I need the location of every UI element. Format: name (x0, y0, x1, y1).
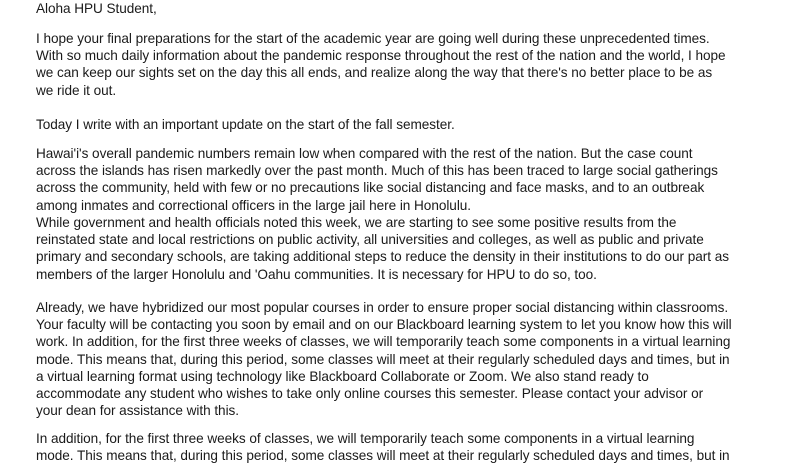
paragraph-line: among inmates and correctional officers in the large jail here in Honolulu. (36, 197, 472, 213)
paragraph-line: primary and secondary schools, are taking additional steps to reduce the density in their institutions to do our part as (36, 249, 729, 265)
paragraph-line: your dean for assistance with this. (36, 403, 240, 419)
paragraph-line: members of the larger Honolulu and 'Oahu communities. It is necessary for HPU to do so, too. (36, 266, 597, 282)
paragraph-line: mode. This means that, during this period, some classes will meet at their regularly scheduled days and times, but in (36, 351, 730, 367)
paragraph-line: a virtual learning format using technology like Blackboard Collaborate or Zoom. We also stand ready to (36, 368, 649, 384)
paragraph-line: Already, we have hybridized our most popular courses in order to ensure proper social distancing within classrooms. (36, 300, 729, 315)
paragraph-line: In addition, for the first three weeks of classes, we will temporarily teach some components in a virtual learning (36, 431, 695, 446)
paragraph-update (36, 116, 455, 133)
paragraph-line: reinstated state and local restrictions on public activity, all universities and colleges, as well as public and private (36, 232, 704, 248)
paragraph-line: accommodate any student who wishes to take only online courses this semester. Please contact your advisor or (36, 386, 704, 402)
paragraph-line: we ride it out. (36, 82, 117, 98)
paragraph-hybrid-courses (36, 299, 732, 419)
paragraph-line: mode. This means that, during this period, some classes will meet at their regularly scheduled days and times, but in (36, 448, 730, 464)
paragraph-line: I hope your final preparations for the start of the academic year are going well during these unprecedented times. (36, 31, 710, 46)
salutation-text: Aloha HPU Student, (36, 1, 157, 16)
paragraph-line: While government and health officials noted this week, we are starting to see some positive results from the (36, 215, 677, 230)
paragraph-line: across the islands has risen markedly over the past month. Much of this has been traced to large social gatherings (36, 163, 718, 179)
paragraph-line: work. In addition, for the first three weeks of classes, we will temporarily teach some components in a virtual learning (36, 334, 731, 350)
paragraph-line: across the community, held with few or no precautions like social distancing and face masks, and to an outbreak (36, 180, 705, 196)
salutation (36, 0, 157, 17)
paragraph-pandemic-numbers (36, 145, 718, 214)
paragraph-line: Your faculty will be contacting you soon by email and on our Blackboard learning system to let you know how this will (36, 317, 732, 333)
paragraph-line: With so much daily information about the pandemic response throughout the rest of the nation and the world, I hope (36, 48, 726, 64)
paragraph-intro (36, 30, 726, 99)
paragraph-line: we can keep our sights set on the day this all ends, and realize along the way that there's no better place to be as (36, 65, 713, 81)
paragraph-line: Hawai'i's overall pandemic numbers remain low when compared with the rest of the nation. But the case count (36, 146, 693, 161)
paragraph-line: Today I write with an important update on the start of the fall semester. (36, 117, 455, 132)
paragraph-restrictions (36, 214, 729, 283)
paragraph-virtual-learning (36, 430, 730, 464)
